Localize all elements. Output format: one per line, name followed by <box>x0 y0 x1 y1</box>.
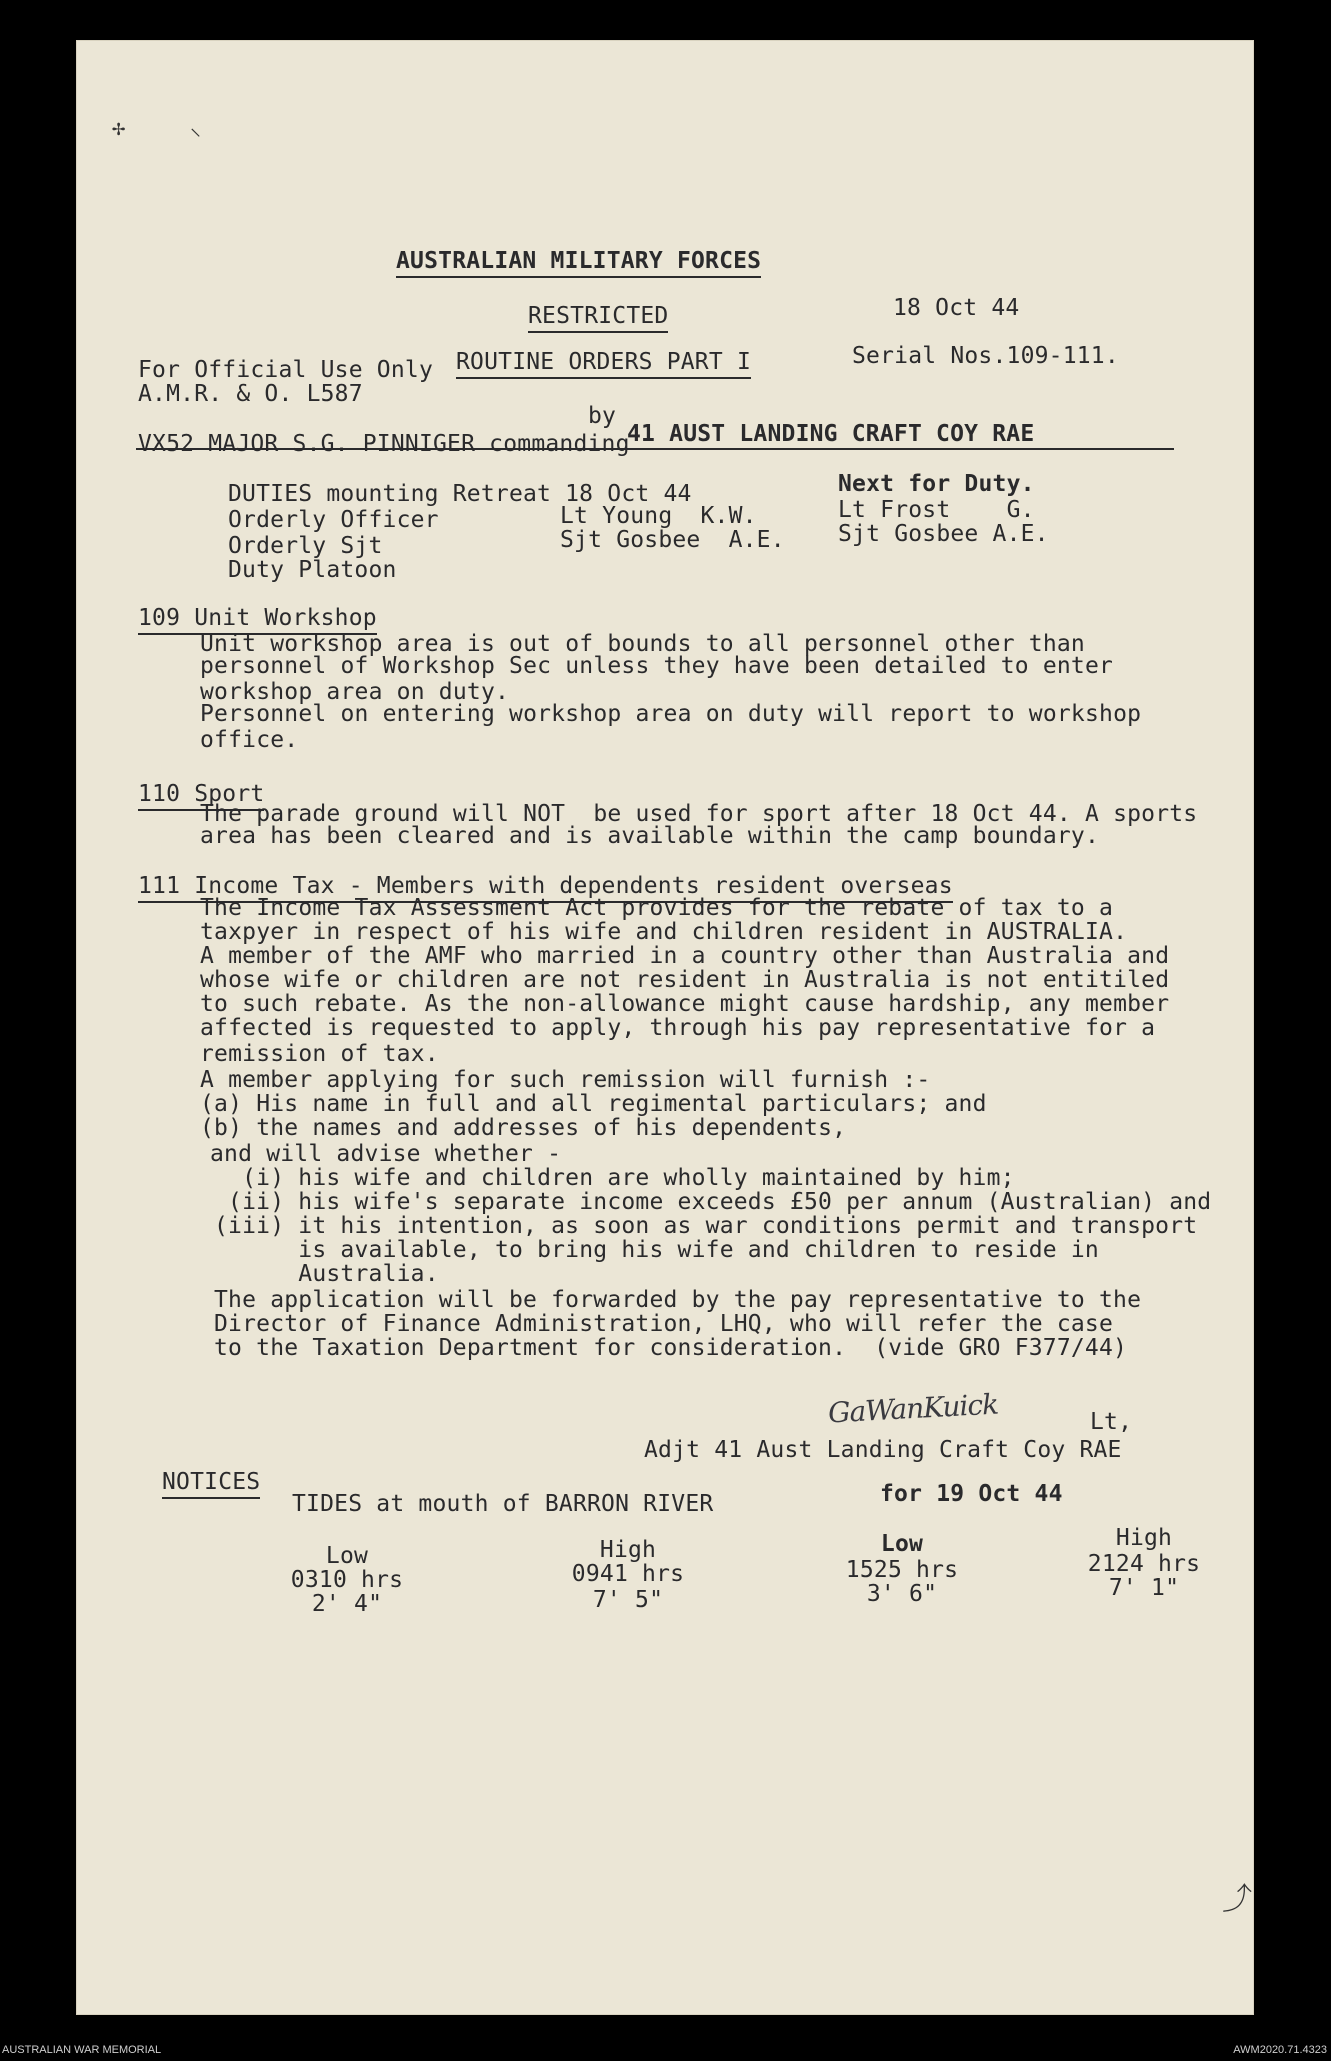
tide-time: 1525 hrs <box>845 1557 959 1583</box>
order-line: A member of the AMF who married in a country other than Australia and <box>200 943 1170 969</box>
tide-type: High <box>1115 1525 1173 1551</box>
footer-institution: AUSTRALIAN WAR MEMORIAL <box>2 2044 162 2056</box>
order-line: is available, to bring his wife and children to reside in <box>214 1237 1099 1263</box>
order-line: Personnel on entering workshop area on duty will report to workshop <box>200 701 1142 727</box>
order-line: (a) His name in full and all regimental particulars; and <box>200 1091 987 1117</box>
signature-rank: Lt, <box>1090 1409 1133 1435</box>
tide-height: 7' 1" <box>1108 1575 1180 1601</box>
duty-role: Orderly Officer <box>228 507 439 533</box>
next-duty-heading: Next for Duty. <box>838 471 1035 497</box>
duty-role: Duty Platoon <box>228 557 397 583</box>
orders-title: ROUTINE ORDERS PART I <box>456 348 751 379</box>
commander-name: VX52 MAJOR S.G. PINNIGER commanding <box>138 431 630 457</box>
notices-heading: NOTICES <box>162 1468 260 1499</box>
tide-type: Low <box>325 1543 369 1569</box>
duty-role: Orderly Sjt <box>228 533 383 559</box>
order-line: to the Taxation Department for consideration. (vide GRO F377/44) <box>214 1335 1128 1361</box>
official-use-label: For Official Use Only <box>138 357 433 383</box>
duties-heading: DUTIES mounting Retreat 18 Oct 44 <box>228 481 692 507</box>
order-line: (b) the names and addresses of his dependents, <box>200 1115 847 1141</box>
classification-label: RESTRICTED <box>528 302 668 333</box>
unit-name: 41 AUST LANDING CRAFT COY RAE <box>627 421 1035 447</box>
order-line: area has been cleared and is available within the camp boundary. <box>200 823 1100 849</box>
order-line: Director of Finance Administration, LHQ, who will refer the case <box>214 1311 1114 1337</box>
order-line: A member applying for such remission will furnish :- <box>200 1067 931 1093</box>
order-line: The Income Tax Assessment Act provides for the rebate of tax to a <box>200 895 1114 921</box>
order-line: taxpyer in respect of his wife and children resident in AUSTRALIA. <box>200 919 1128 945</box>
by-label: by <box>588 403 617 429</box>
pin-mark: ✢ <box>112 116 126 141</box>
order-line: The parade ground will NOT be used for sport after 18 Oct 44. A sports <box>200 801 1198 827</box>
tide-type: High <box>599 1537 657 1563</box>
signature-title: Adjt 41 Aust Landing Craft Coy RAE <box>644 1437 1122 1463</box>
duty-next: Lt Frost G. <box>838 497 1035 523</box>
tide-height: 2' 4" <box>311 1591 383 1617</box>
order-line: remission of tax. <box>200 1041 439 1067</box>
tides-title: TIDES at mouth of BARRON RIVER <box>292 1491 714 1517</box>
ink-mark: ⸜ <box>190 116 202 141</box>
order-line: The application will be forwarded by the pay representative to the <box>214 1287 1142 1313</box>
order-date: 18 Oct 44 <box>893 295 1020 321</box>
order-line: personnel of Workshop Sec unless they have been detailed to enter <box>200 653 1114 679</box>
order-heading: 111 Income Tax - Members with dependents resident overseas <box>138 872 953 903</box>
header-rule <box>136 448 1174 450</box>
order-line: workshop area on duty. <box>200 679 510 705</box>
tide-type: Low <box>880 1531 924 1557</box>
serial-numbers: Serial Nos.109-111. <box>852 343 1119 369</box>
document-title: AUSTRALIAN MILITARY FORCES <box>396 247 761 278</box>
duty-current: Sjt Gosbee A.E. <box>560 527 785 553</box>
order-line: affected is requested to apply, through his pay representative for a <box>200 1015 1156 1041</box>
order-line: to such rebate. As the non-allowance might cause hardship, any member <box>200 991 1170 1017</box>
order-line: (i) his wife and children are wholly maintained by him; <box>214 1165 1015 1191</box>
order-line: (iii) it his intention, as soon as war conditions permit and transport <box>214 1213 1198 1239</box>
tide-time: 0310 hrs <box>290 1567 404 1593</box>
order-line: whose wife or children are not resident in Australia is not entitiled <box>200 967 1170 993</box>
tide-height: 3' 6" <box>866 1581 938 1607</box>
footer-accession: AWM2020.71.4323 <box>1233 2044 1327 2056</box>
duty-current: Lt Young K.W. <box>560 503 757 529</box>
order-line: Australia. <box>214 1261 439 1287</box>
order-line: (ii) his wife's separate income exceeds £50 per annum (Australian) and <box>214 1189 1212 1215</box>
tide-time: 2124 hrs <box>1087 1551 1201 1577</box>
tide-height: 7' 5" <box>592 1587 664 1613</box>
order-heading: 110 Sport <box>138 780 264 811</box>
tide-time: 0941 hrs <box>571 1561 685 1587</box>
order-line: Unit workshop area is out of bounds to all personnel other than <box>200 631 1085 657</box>
handwritten-signature: GaWanKuick <box>827 1387 999 1430</box>
duty-next: Sjt Gosbee A.E. <box>838 521 1049 547</box>
order-line: and will advise whether - <box>210 1141 562 1167</box>
amr-reference: A.M.R. & O. L587 <box>138 381 363 407</box>
order-line: office. <box>200 727 299 753</box>
order-heading: 109 Unit Workshop <box>138 604 377 635</box>
ink-mark: ⤴ <box>1222 1882 1252 1917</box>
tides-date: for 19 Oct 44 <box>880 1481 1063 1507</box>
